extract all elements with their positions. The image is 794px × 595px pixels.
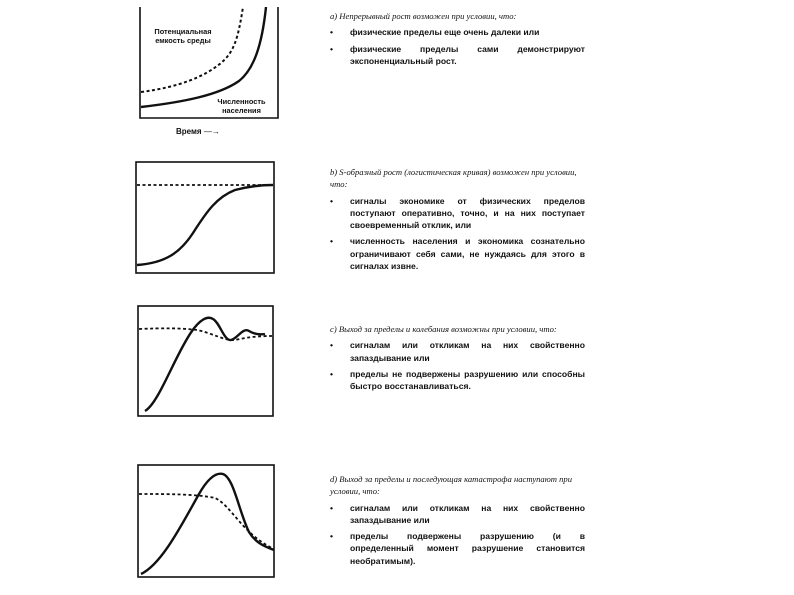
bullet-icon: •: [330, 340, 334, 351]
heading-b: b) S-образный рост (логистическая кривая) возможен при условии, что:: [330, 167, 577, 190]
text-block-c: [330, 323, 585, 396]
graph-d: [137, 464, 275, 578]
graph-a-limit-label: Потенциальная емкость среды: [144, 28, 222, 45]
bullet-text: пределы подвержены разрушению (и в определенный момент разрушение становится необратимым).: [350, 531, 585, 566]
bullet-text: сигналам или откликам на них свойственно запаздывание или: [350, 340, 585, 363]
graph-d-population-curve: [141, 474, 274, 574]
graph-d-svg: [137, 464, 275, 578]
graph-c-frame: [138, 306, 273, 416]
heading-c: c) Выход за пределы и колебания возможны при условии, что:: [330, 324, 557, 334]
heading-a: a) Непрерывный рост возможен при условии, что:: [330, 11, 517, 21]
bullet-item: [330, 43, 585, 68]
bullet-item: [330, 235, 585, 272]
graph-a: [139, 7, 279, 119]
graph-a-limit-curve: [141, 7, 243, 92]
graph-c-limit-curve: [139, 328, 273, 340]
graph-a-x-axis-label: [176, 127, 220, 136]
graph-a-x-axis-text: Время: [176, 127, 202, 136]
arrow-right-icon: —→: [203, 127, 220, 136]
graph-a-population-label: Численность населения: [209, 98, 274, 115]
bullet-text: сигналы экономике от физических пределов поступают оперативно, точно, и на них поступает своевременный отклик, или: [350, 195, 585, 231]
text-block-a: [330, 10, 585, 71]
bullet-icon: •: [330, 195, 334, 206]
bullet-text: физические пределы еще очень далеки или: [350, 27, 540, 38]
graph-a-population-curve: [141, 7, 266, 107]
graph-c-svg: [137, 305, 274, 417]
bullet-item: [330, 339, 585, 364]
bullet-icon: •: [330, 236, 334, 247]
text-block-b: [330, 166, 585, 276]
graph-d-limit-curve: [139, 494, 274, 549]
bullet-text: численность населения и экономика сознательно ограничивают себя сами, не нуждаясь для этого в сигналах извне.: [350, 236, 585, 272]
graph-b-svg: [135, 161, 275, 274]
bullet-icon: •: [330, 502, 334, 513]
graph-b-frame: [136, 162, 274, 273]
bullet-icon: •: [330, 27, 334, 38]
bullet-item: [330, 368, 585, 393]
text-block-d: [330, 473, 585, 571]
bullet-text: пределы не подвержены разрушению или способны быстро восстанавливаться.: [350, 368, 585, 392]
bullet-item: [330, 26, 585, 38]
graph-c: [137, 305, 274, 417]
bullet-icon: •: [330, 43, 334, 54]
heading-d: d) Выход за пределы и последующая катастрофа наступают при условии, что:: [330, 474, 573, 497]
bullet-item: [330, 502, 585, 527]
bullet-text: физические пределы сами демонстрируют экспоненциальный рост.: [350, 43, 585, 66]
bullet-item: [330, 195, 585, 232]
bullet-icon: •: [330, 368, 334, 379]
bullet-text: сигналам или откликам на них свойственно запаздывание или: [350, 502, 585, 525]
graph-b: [135, 161, 275, 274]
bullet-icon: •: [330, 531, 334, 542]
bullet-item: [330, 530, 585, 567]
graph-b-population-curve: [137, 185, 273, 265]
